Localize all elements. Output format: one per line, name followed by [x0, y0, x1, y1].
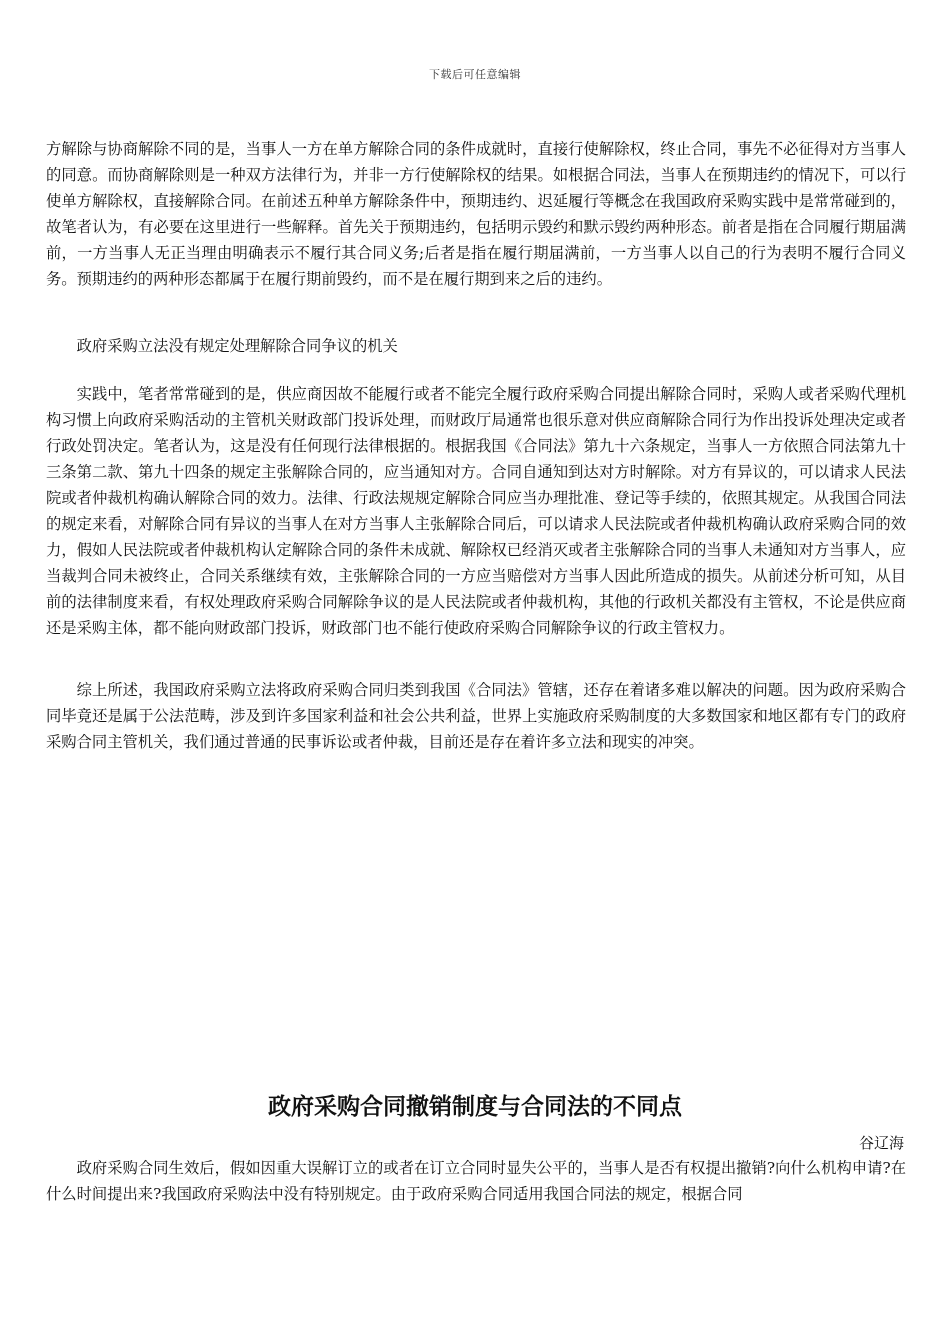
article-intro-paragraph [46, 1155, 906, 1207]
section-heading-text: 政府采购立法没有规定处理解除合同争议的机关 [76, 337, 398, 355]
article-author: 谷辽海 [858, 1134, 904, 1152]
body-paragraph-1 [46, 136, 906, 292]
body-paragraph-3 [46, 677, 906, 755]
article-title: 政府采购合同撤销制度与合同法的不同点 [268, 1094, 682, 1120]
section-heading [46, 333, 906, 359]
paragraph-text: 综上所述，我国政府采购立法将政府采购合同归类到我国《合同法》管辖，还存在着诸多难以解决的问题。因为政府采购合同毕竟还是属于公法范畴，涉及到许多国家利益和社会公共利益，世界上实施政府采购制度的大多数国家和地区都有专门的政府采购合同主管机关，我们通过普通的民事诉讼或者仲裁，目前还是存在着许多立法和现实的冲突。 [46, 681, 906, 751]
paragraph-text: 实践中，笔者常常碰到的是，供应商因故不能履行或者不能完全履行政府采购合同提出解除合同时，采购人或者采购代理机构习惯上向政府采购活动的主管机关财政部门投诉处理，而财政厅局通常也很乐意对供应商解除合同行为作出投诉处理决定或者行政处罚决定。笔者认为，这是没有任何现行法律根据的。根据我国《合同法》第九十六条规定，当事人一方依照合同法第九十三条第二款、第九十四条的规定主张解除合同的，应当通知对方。合同自通知到达对方时解除。对方有异议的，可以请求人民法院或者仲裁机构确认解除合同的效力。法律、行政法规规定解除合同应当办理批准、登记等手续的，依照其规定。从我国合同法的规定来看，对解除合同有异议的当事人在对方当事人主张解除合同后，可以请求人民法院或者仲裁机构确认政府采购合同的效力，假如人民法院或者仲裁机构认定解除合同的条件未成就、解除权已经消灭或者主张解除合同的当事人未通知对方当事人，应当裁判合同未被终止，合同关系继续有效，主张解除合同的一方应当赔偿对方当事人因此所造成的损失。从前述分析可知，从目前的法律制度来看，有权处理政府采购合同解除争议的是人民法院或者仲裁机构，其他的行政机关都没有主管权，不论是供应商还是采购主体，都不能向财政部门投诉，财政部门也不能行使政府采购合同解除争议的行政主管权力。 [46, 385, 906, 637]
paragraph-text: 方解除与协商解除不同的是，当事人一方在单方解除合同的条件成就时，直接行使解除权，终止合同，事先不必征得对方当事人的同意。而协商解除则是一种双方法律行为，并非一方行使解除权的结果。如根据合同法，当事人在预期违约的情况下，可以行使单方解除权，直接解除合同。在前述五种单方解除条件中，预期违约、迟延履行等概念在我国政府采购实践中是常常碰到的，故笔者认为，有必要在这里进行一些解释。首先关于预期违约，包括明示毁约和默示毁约两种形态。前者是指在合同履行期届满前，一方当事人无正当理由明确表示不履行其合同义务;后者是指在履行期届满前，一方当事人以自己的行为表明不履行合同义务。预期违约的两种形态都属于在履行期前毁约，而不是在履行期到来之后的违约。 [46, 140, 906, 288]
page-header-note: 下载后可任意编辑 [429, 68, 521, 81]
body-paragraph-2 [46, 381, 906, 641]
paragraph-text: 政府采购合同生效后，假如因重大误解订立的或者在订立合同时显失公平的，当事人是否有权提出撤销?向什么机构申请?在什么时间提出来?我国政府采购法中没有特别规定。由于政府采购合同适用我国合同法的规定，根据合同 [46, 1159, 906, 1203]
